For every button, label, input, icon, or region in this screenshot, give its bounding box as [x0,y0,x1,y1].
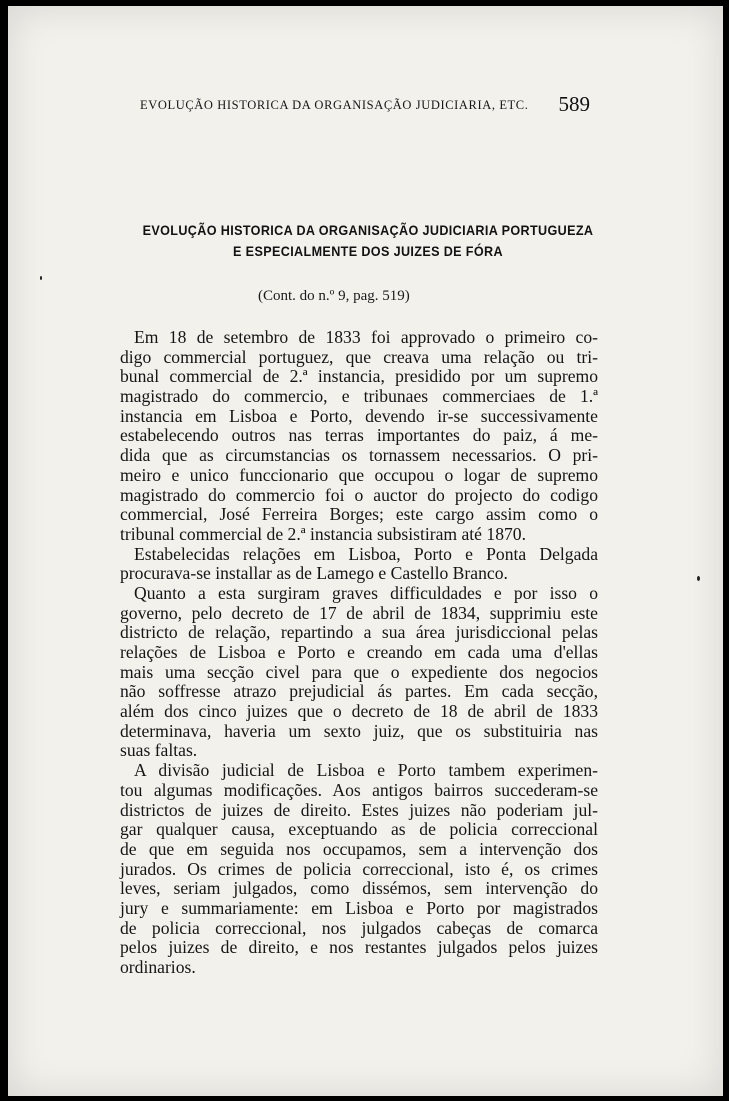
text-line: de que em seguida nos occupamos, sem a intervenção dos [120,838,598,859]
article-title-line-2: E ESPECIALMENTE DOS JUIZES DE FÓRA [233,243,503,259]
text-line: procurava-se installar as de Lamego e Castello Branco. [120,563,508,584]
text-line: determinava, haveria um sexto juiz, que os substituiria nas [120,720,598,741]
continuation-note: (Cont. do n.º 9, pag. 519) [258,288,410,304]
text-line: jury e summariamente: em Lisboa e Porto por magistrados [120,897,598,918]
text-line: não soffresse atrazo prejudicial ás partes. Em cada secção, [120,681,598,702]
text-line: gar qualquer causa, exceptuando as de policia correccional [120,819,598,840]
text-line: governo, pelo decreto de 17 de abril de 1834, supprimiu este [120,602,598,623]
running-header [140,92,600,118]
text-line: pelos juizes de direito, e nos restantes julgados pelos juizes [120,937,598,958]
paper-speck [40,276,42,280]
text-line: instancia em Lisboa e Porto, devendo ir-se successivamente [120,405,598,426]
text-line: Estabelecidas relações em Lisboa, Porto e Ponta Delgada [134,543,598,564]
text-line: jurados. Os crimes de policia correccional, isto é, os crimes [120,858,598,879]
text-line: A divisão judicial de Lisboa e Porto tambem experimen- [134,760,598,781]
text-line: leves, seriam julgados, como dissémos, sem intervenção do [120,878,598,899]
text-line: digo commercial portuguez, que creava uma relação ou tri- [120,346,598,367]
text-line: meiro e unico funccionario que occupou o logar de supremo [120,464,598,485]
text-line: commercial, José Ferreira Borges; este cargo assim como o [120,504,598,525]
text-line: Em 18 de setembro de 1833 foi approvado o primeiro co- [134,327,598,347]
text-line: mais uma secção civel para que o expediente dos negocios [120,661,598,682]
text-line: suas faltas. [120,740,198,761]
text-line: tribunal commercial de 2.ª instancia subsistiram até 1870. [120,523,526,544]
text-line: magistrado do commercio foi o auctor do projecto do codigo [120,484,598,505]
text-line: bunal commercial de 2.ª instancia, presidido por um supremo [120,366,598,387]
text-line: districtos de juizes de direito. Estes juizes não poderiam jul- [120,799,598,820]
article-title-line-1: EVOLUÇÃO HISTORICA DA ORGANISAÇÃO JUDICIARIA PORTUGUEZA [142,222,594,238]
page-number: 589 [558,92,590,116]
body-text [120,328,598,978]
document-page [8,6,723,1096]
text-line: de policia correccional, nos julgados cabeças de comarca [120,917,598,938]
text-line: além dos cinco juizes que o decreto de 18 de abril de 1833 [120,701,598,722]
text-line: ordinarios. [120,957,196,977]
text-line: districto de relação, repartindo a sua área jurisdiccional pelas [120,622,598,643]
text-line: estabelecendo outros nas terras importantes do paiz, á me- [120,425,598,446]
text-line: Quanto a esta surgiram graves difficuldades e por isso o [134,582,598,603]
text-line: magistrado do commercio, e tribunaes commerciaes de 1.ª [120,386,598,407]
running-title: EVOLUÇÃO HISTORICA DA ORGANISAÇÃO JUDICIARIA, ETC. [140,98,529,112]
text-line: relações de Lisboa e Porto e creando em cada uma d'ellas [120,642,598,662]
text-line: dida que as circumstancias os tornassem necessarios. O pri- [120,445,598,466]
paper-speck [697,576,700,581]
article-title [125,220,611,262]
text-line: tou algumas modificações. Aos antigos bairros succederam-se [120,779,598,800]
